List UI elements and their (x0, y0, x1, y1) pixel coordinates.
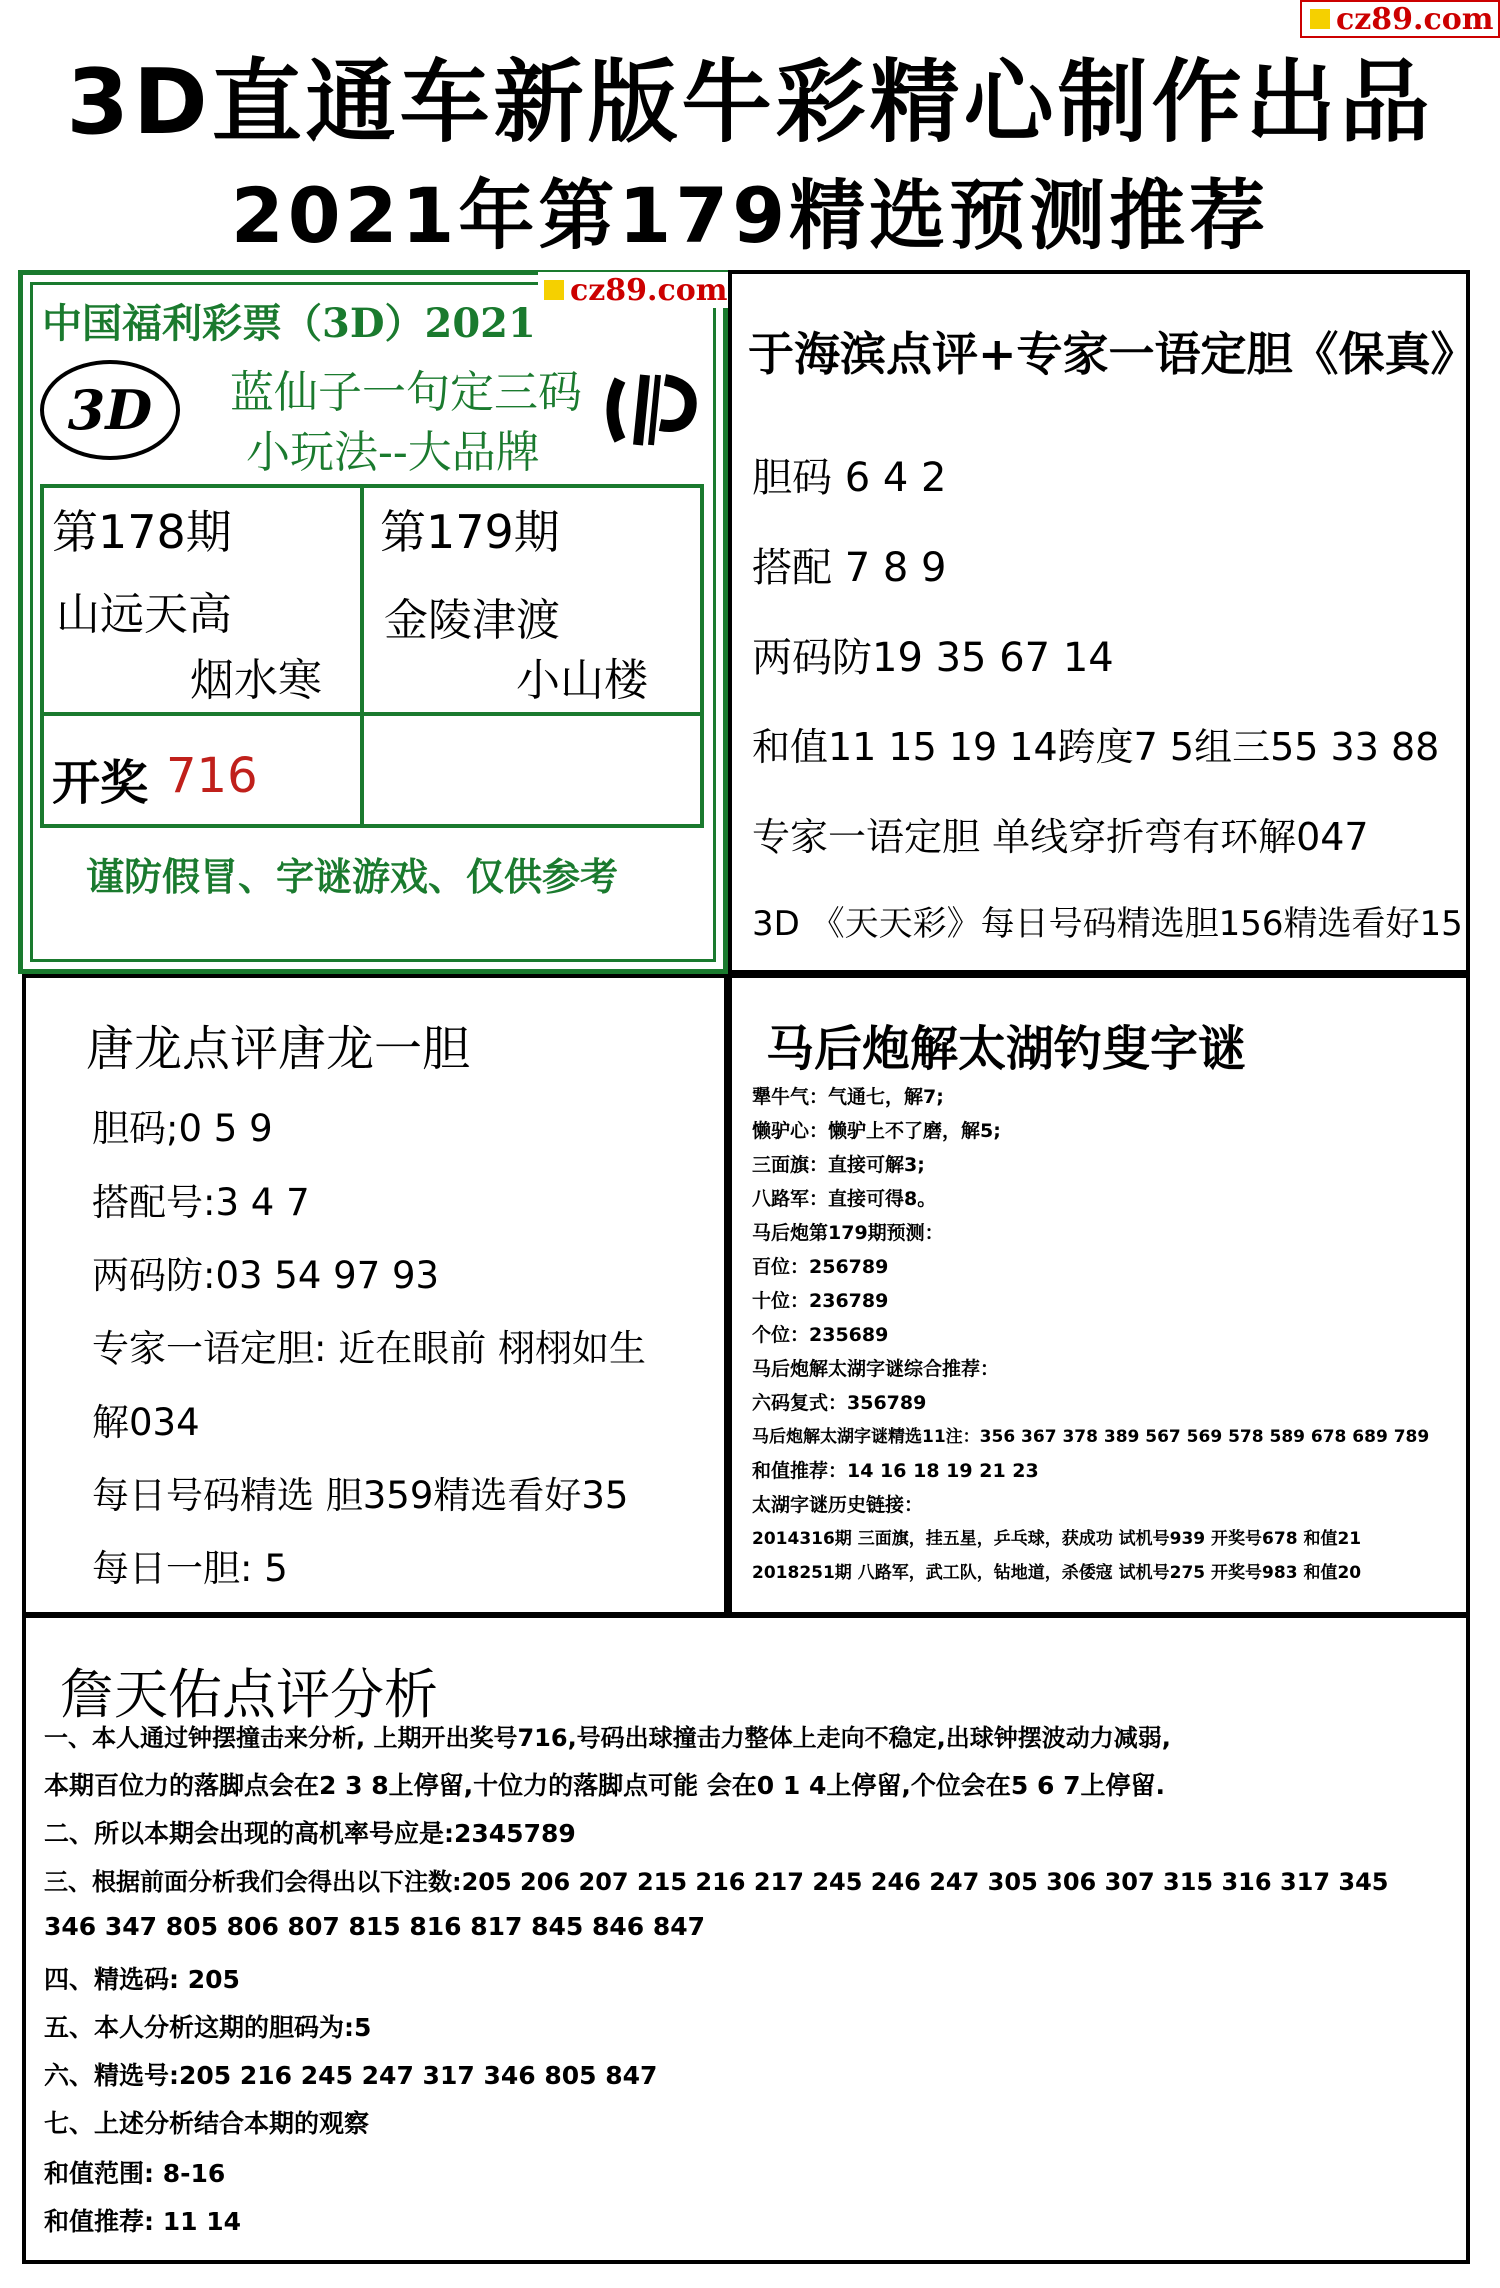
tanglong-line: 专家一语定胆: 近在眼前 栩栩如生 (92, 1327, 646, 1370)
zhan-line: 一、本人通过钟摆撞击来分析, 上期开出奖号716,号码出球撞击力整体上走向不稳定,出球钟摆波动力减弱, (44, 1724, 1171, 1752)
watermark-square-icon (1310, 9, 1330, 29)
mahou-line: 马后炮解太湖字谜精选11注：356 367 378 389 567 569 578 589 678 689 789 (752, 1427, 1430, 1447)
left-poem-line2: 烟水寒 (190, 655, 322, 706)
mahou-line: 马后炮第179期预测： (752, 1222, 944, 1244)
mahou-title: 马后炮解太湖钓叟字谜 (766, 1021, 1247, 1077)
grid-divider-vertical (360, 484, 364, 828)
expert-yu-line: 3D 《天天彩》每日号码精选胆156精选看好15 (752, 904, 1463, 944)
tanglong-line: 每日一胆: 5 (92, 1547, 288, 1590)
draw-label: 开奖 (52, 755, 149, 811)
zhan-line: 五、本人分析这期的胆码为:5 (44, 2013, 372, 2042)
zhan-line: 三、根据前面分析我们会得出以下注数:205 206 207 215 216 217 245 246 247 305 306 307 315 316 317 345 (44, 1868, 1389, 1896)
mahou-list (752, 1080, 1429, 1590)
left-poem-line1: 山远天高 (56, 589, 232, 640)
mahou-line: 百位：256789 (752, 1256, 889, 1278)
grid-divider-horizontal (40, 712, 704, 716)
mahou-line: 2018251期 八路军，武工队，钻地道，杀倭寇 试机号275 开奖号983 和值20 (752, 1563, 1362, 1583)
tanglong-line: 解034 (92, 1401, 200, 1444)
zhan-line: 346 347 805 806 807 815 816 817 845 846 847 (44, 1912, 706, 1941)
lottery-slogan-2: 小玩法--大品牌 (246, 427, 540, 478)
welfare-lottery-logo-icon (600, 360, 700, 460)
tanglong-line: 每日号码精选 胆359精选看好35 (92, 1474, 629, 1517)
expert-yu-line: 和值11 15 19 14跨度7 5组三55 33 88 (752, 725, 1440, 769)
3d-logo-text: 3D (67, 378, 153, 442)
left-period: 第178期 (52, 505, 232, 559)
mahou-line: 八路军：直接可得8。 (752, 1188, 937, 1210)
zhan-title: 詹天佑点评分析 (60, 1663, 438, 1726)
draw-value: 716 (166, 748, 258, 804)
zhan-line: 七、上述分析结合本期的观察 (44, 2109, 370, 2138)
mahou-line: 和值推荐：14 16 18 19 21 23 (752, 1460, 1039, 1482)
3d-logo (40, 360, 180, 460)
expert-yu-line: 专家一语定胆 单线穿折弯有环解047 (752, 815, 1369, 859)
tanglong-line: 胆码;0 5 9 (92, 1107, 273, 1150)
page-subtitle: 2021年第179精选预测推荐 (230, 171, 1270, 260)
mahou-line: 太湖字谜历史链接： (752, 1494, 924, 1516)
zhan-line: 四、精选码: 205 (44, 1965, 240, 1994)
lottery-footer: 谨防假冒、字谜游戏、仅供参考 (86, 854, 619, 899)
zhan-line: 和值推荐: 11 14 (44, 2207, 241, 2236)
expert-yu-title: 于海滨点评+专家一语定胆《保真》 (748, 327, 1477, 381)
watermark-text: cz89.com (1336, 1, 1494, 37)
expert-yu-line: 两码防19 35 67 14 (752, 635, 1114, 681)
watermark-top (1300, 0, 1500, 38)
page-title: 3D直通车新版牛彩精心制作出品 (66, 50, 1434, 155)
expert-yu-line: 胆码 6 4 2 (752, 455, 947, 501)
right-period: 第179期 (380, 505, 560, 559)
mahou-line: 六码复式：356789 (752, 1392, 927, 1414)
mahou-line: 三面旗：直接可解3; (752, 1154, 925, 1176)
zhan-line: 和值范围: 8-16 (44, 2159, 226, 2188)
tanglong-title: 唐龙点评唐龙一胆 (86, 1021, 471, 1077)
mahou-line: 个位：235689 (752, 1324, 889, 1346)
zhan-line: 本期百位力的落脚点会在2 3 8上停留,十位力的落脚点可能 会在0 1 4上停留,个位会在5 6 7上停留. (44, 1771, 1165, 1800)
lottery-top-label: 中国福利彩票（3D）2021 (42, 300, 536, 347)
watermark-square-icon (544, 280, 564, 300)
mahou-line: 十位：236789 (752, 1290, 889, 1312)
watermark-text: cz89.com (570, 272, 728, 308)
mahou-line: 懒驴心：懒驴上不了磨，解5; (752, 1120, 1001, 1142)
lottery-slogan-1: 蓝仙子一句定三码 (230, 367, 582, 418)
right-poem-line1: 金陵津渡 (384, 595, 560, 646)
watermark-inner (538, 272, 728, 308)
mahou-line: 2014316期 三面旗，挂五星，乒乓球，获成功 试机号939 开奖号678 和值21 (752, 1529, 1362, 1549)
expert-yu-line: 搭配 7 8 9 (752, 545, 947, 591)
mahou-line: 马后炮解太湖字谜综合推荐： (752, 1358, 1000, 1380)
mahou-line: 犟牛气：气通七，解7; (752, 1086, 944, 1108)
zhan-line: 六、精选号:205 216 245 247 317 346 805 847 (44, 2061, 658, 2090)
tanglong-line: 搭配号:3 4 7 (92, 1181, 310, 1224)
zhan-line: 二、所以本期会出现的高机率号应是:2345789 (44, 1819, 576, 1848)
right-poem-line2: 小山楼 (516, 655, 648, 706)
tanglong-line: 两码防:03 54 97 93 (92, 1254, 440, 1297)
